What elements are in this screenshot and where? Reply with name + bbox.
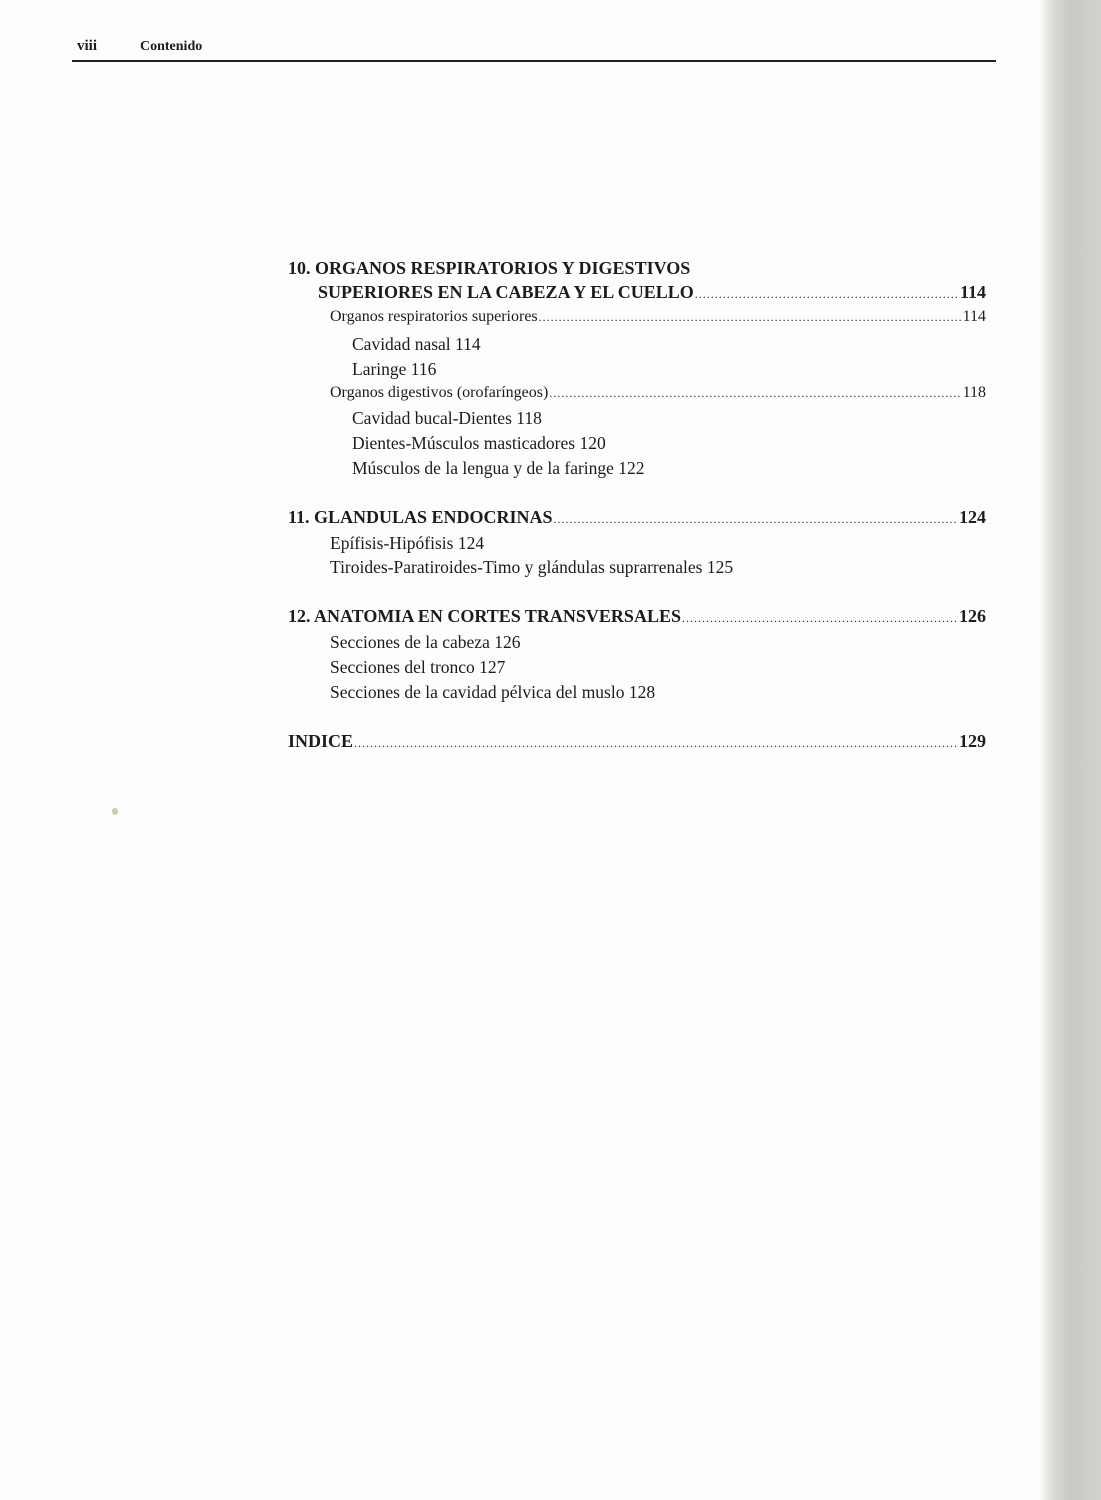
section-page: 118 <box>962 384 986 401</box>
chapter-10-page: 114 <box>959 282 986 302</box>
toc-item[interactable]: Tiroides-Paratiroides-Timo y glándulas suprarrenales 125 <box>330 557 734 577</box>
page-number: viii <box>77 38 98 54</box>
index-title: INDICE <box>288 731 354 751</box>
chapter-10-entry[interactable] <box>318 280 986 306</box>
toc-item[interactable]: Dientes-Músculos masticadores 120 <box>352 433 606 453</box>
chapter-10-title-line2: SUPERIORES EN LA CABEZA Y EL CUELLO <box>318 282 694 302</box>
toc-item[interactable]: Cavidad bucal-Dientes 118 <box>352 408 542 428</box>
section-page: 114 <box>962 308 986 325</box>
toc-item[interactable]: Secciones del tronco 127 <box>330 657 506 677</box>
dot-leader <box>554 507 958 531</box>
index-entry[interactable] <box>288 729 986 755</box>
toc-item[interactable]: Cavidad nasal 114 <box>352 334 481 354</box>
chapter-11-title: 11. GLANDULAS ENDOCRINAS <box>288 507 553 527</box>
chapter-12-entry[interactable] <box>288 604 986 630</box>
section-title: Organos respiratorios superiores <box>330 308 538 325</box>
index-page: 129 <box>959 731 986 751</box>
toc-item[interactable]: Músculos de la lengua y de la faringe 122 <box>352 458 645 478</box>
dot-leader <box>682 606 958 630</box>
section-entry[interactable] <box>330 381 986 405</box>
dot-leader <box>354 731 958 755</box>
toc-item[interactable]: Laringe 116 <box>352 359 437 379</box>
scan-page-edge <box>1040 0 1101 1500</box>
chapter-10-title-line1: 10. ORGANOS RESPIRATORIOS Y DIGESTIVOS <box>288 258 691 278</box>
chapter-12-title: 12. ANATOMIA EN CORTES TRANSVERSALES <box>288 606 681 626</box>
section-entry[interactable] <box>330 305 986 329</box>
running-header <box>72 36 996 62</box>
dot-leader <box>539 305 962 329</box>
chapter-11-page: 124 <box>959 507 986 527</box>
chapter-12-page: 126 <box>959 606 986 626</box>
section-title: Organos digestivos (orofaríngeos) <box>330 384 549 401</box>
chapter-11-entry[interactable] <box>288 505 986 531</box>
toc-item[interactable]: Secciones de la cabeza 126 <box>330 632 521 652</box>
dot-leader <box>695 282 959 306</box>
toc-item[interactable]: Secciones de la cavidad pélvica del muslo 128 <box>330 682 656 702</box>
toc-item[interactable]: Epífisis-Hipófisis 124 <box>330 533 485 553</box>
dot-leader <box>549 381 961 405</box>
running-title: Contenido <box>140 39 203 54</box>
scan-speck <box>112 808 118 815</box>
